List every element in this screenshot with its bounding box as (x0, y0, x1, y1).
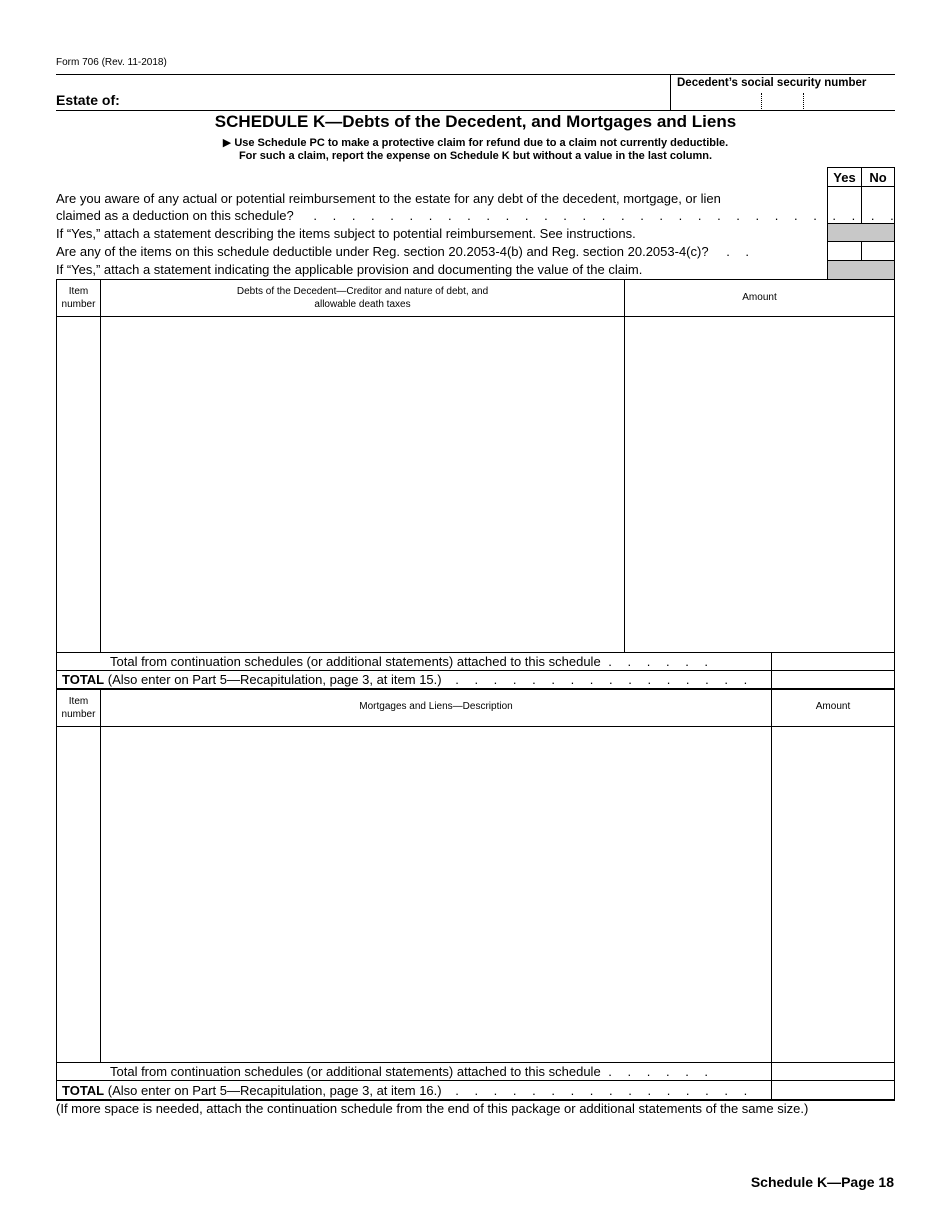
ssn-separator-2 (803, 93, 804, 109)
debts-continuation-amount[interactable] (772, 653, 894, 670)
q2-no-checkbox[interactable] (862, 242, 894, 260)
schedule-note-1: ▶ Use Schedule PC to make a protective claim for refund due to a claim not currently deductible. (222, 137, 729, 149)
yes-header: Yes (833, 170, 856, 185)
page-label: Schedule K—Page 18 (750, 1174, 894, 1190)
ssn-separator-1 (761, 93, 762, 109)
debts-continuation-rule (56, 670, 895, 671)
q1-note-shade (828, 224, 894, 241)
form-id: Form 706 (Rev. 11-2018) (56, 57, 167, 68)
debts-table-top-rule (56, 279, 895, 280)
mortgages-col-amount: Amount (815, 701, 851, 712)
debts-body-bottom-rule (56, 652, 895, 653)
mortgages-total-amount[interactable] (772, 1081, 894, 1098)
estate-name-field[interactable] (140, 80, 665, 108)
mortgages-right-border (894, 689, 895, 1099)
debts-col-description: Debts of the Decedent—Creditor and nature of debt, and allowable death taxes (236, 286, 489, 310)
mortgages-description-area[interactable] (101, 727, 771, 1061)
question-2: Are any of the items on this schedule deductible under Reg. section 20.2053-4(b) and Reg. section 20.2053-4(c)? . . (56, 244, 756, 259)
header-top-rule (56, 74, 895, 75)
ssn-field[interactable] (672, 92, 894, 109)
schedule-note-2: For such a claim, report the expense on Schedule K but without a value in the last column. (238, 150, 713, 162)
debts-total-rule (56, 688, 895, 690)
ssn-divider (670, 74, 671, 110)
mortgages-col-item: Item number (61, 696, 96, 720)
mortgages-continuation-amount[interactable] (772, 1063, 894, 1080)
mortgages-total-label: TOTAL (Also enter on Part 5—Recapitulation, page 3, at item 16.) . . . . . . . . . . . . . . . . (62, 1083, 754, 1098)
header-bottom-rule (56, 110, 895, 111)
mortgages-amount-area[interactable] (772, 727, 894, 1061)
debts-right-border (894, 279, 895, 689)
debts-continuation-label: Total from continuation schedules (or additional statements) attached to this schedule . . . . . . (110, 654, 715, 669)
debts-description-area[interactable] (101, 317, 624, 652)
debts-total-label: TOTAL (Also enter on Part 5—Recapitulation, page 3, at item 15.) . . . . . . . . . . . . . . . . (62, 672, 754, 687)
no-header: No (869, 170, 887, 185)
mortgages-item-number-area[interactable] (57, 727, 100, 1061)
question-2-note: If “Yes,” attach a statement indicating the applicable provision and documenting the value of the claim. (56, 262, 643, 277)
q2-yes-checkbox[interactable] (828, 242, 861, 260)
estate-label: Estate of: (56, 92, 120, 108)
debts-item-number-area[interactable] (57, 317, 100, 652)
mortgages-continuation-label: Total from continuation schedules (or additional statements) attached to this schedule . . . . . . (110, 1064, 715, 1079)
ssn-label: Decedent’s social security number (677, 77, 867, 89)
space-note: (If more space is needed, attach the continuation schedule from the end of this package or additional statements of the same size.) (56, 1101, 809, 1116)
arrow-right-icon: ▶ (222, 137, 232, 149)
debts-amount-area[interactable] (625, 317, 894, 652)
mortgages-body-bottom-rule (56, 1062, 895, 1063)
question-1: Are you aware of any actual or potential reimbursement to the estate for any debt of the decedent, mortgage, or lien claimed as a deduction on this schedule? . . . . . . . . . . . . . . . . . . . . . . . . . . . . . . . (56, 191, 900, 223)
mortgages-continuation-rule (56, 1080, 895, 1081)
q2-note-shade (828, 261, 894, 279)
debts-col-item: Item number (61, 286, 96, 310)
question-1-note: If “Yes,” attach a statement describing the items subject to potential reimbursement. See instructions. (56, 226, 636, 241)
mortgages-col-description: Mortgages and Liens—Description (359, 701, 513, 712)
debts-col-amount: Amount (742, 292, 777, 303)
schedule-title: SCHEDULE K—Debts of the Decedent, and Mortgages and Liens (214, 112, 737, 131)
debts-total-amount[interactable] (772, 671, 894, 688)
